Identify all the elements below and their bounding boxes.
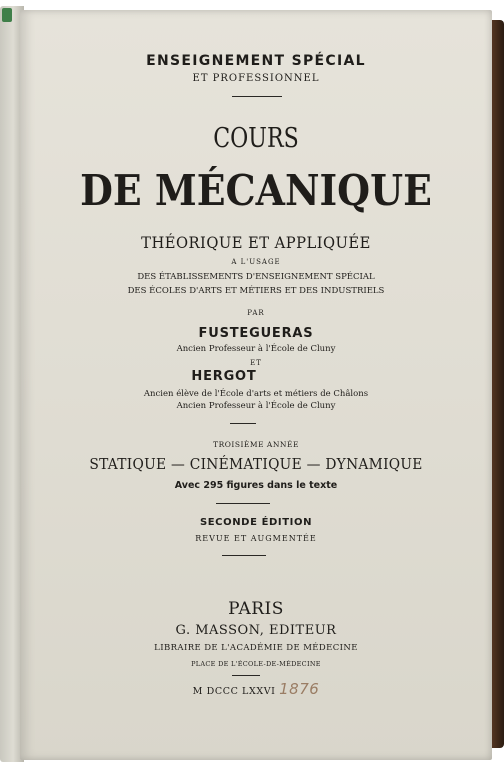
header-line-2: ET PROFESSIONNEL (192, 73, 320, 84)
handwritten-year: 1876 (279, 680, 320, 698)
author-2-desc-2: Ancien Professeur à l'École de Cluny (176, 401, 336, 411)
volume-year: TROISIÈME ANNÉE (213, 440, 299, 449)
volume-figures: Avec 295 figures dans le texte (174, 480, 338, 491)
imprint-city: PARIS (228, 599, 284, 619)
rule-5 (232, 675, 260, 676)
title-subtitle: THÉORIQUE ET APPLIQUÉE (141, 233, 371, 252)
author-2-desc-1: Ancien élève de l'École d'arts et métiers de Châlons (143, 389, 369, 399)
imprint-year-roman: M DCCC LXXVI (192, 686, 276, 697)
and-label: ET (250, 359, 262, 367)
author-2-name: HERGOT (191, 369, 257, 384)
author-1-desc: Ancien Professeur à l'École de Cluny (176, 344, 336, 354)
rule-1 (232, 96, 282, 97)
edition-line-2: REVUE ET AUGMENTÉE (195, 534, 317, 543)
imprint-address: PLACE DE L'ÉCOLE-DE-MÉDECINE (191, 660, 321, 668)
rule-2 (230, 423, 256, 424)
title-cours: COURS (213, 123, 299, 154)
green-page-edge (2, 8, 12, 22)
header-line-1: ENSEIGNEMENT SPÉCIAL (146, 53, 366, 69)
title-page (20, 10, 492, 760)
book-cover-right (490, 20, 504, 748)
edition-line-1: SECONDE ÉDITION (199, 517, 313, 528)
rule-3 (216, 503, 270, 504)
imprint-libraire: LIBRAIRE DE L'ACADÉMIE DE MÉDECINE (154, 643, 358, 653)
usage-line-2: DES ÉCOLES D'ARTS ET MÉTIERS ET DES INDUSTRIELS (127, 286, 385, 296)
by-label: PAR (247, 309, 265, 317)
rule-4 (222, 555, 266, 556)
imprint-year-line (20, 680, 492, 698)
usage-intro: A L'USAGE (231, 258, 281, 266)
title-main: DE MÉCANIQUE (80, 166, 432, 215)
author-1-name: FUSTEGUERAS (198, 326, 314, 341)
usage-line-1: DES ÉTABLISSEMENTS D'ENSEIGNEMENT SPÉCIAL (137, 272, 375, 282)
volume-topics: STATIQUE — CINÉMATIQUE — DYNAMIQUE (89, 455, 423, 473)
imprint-publisher: G. MASSON, EDITEUR (175, 623, 337, 638)
